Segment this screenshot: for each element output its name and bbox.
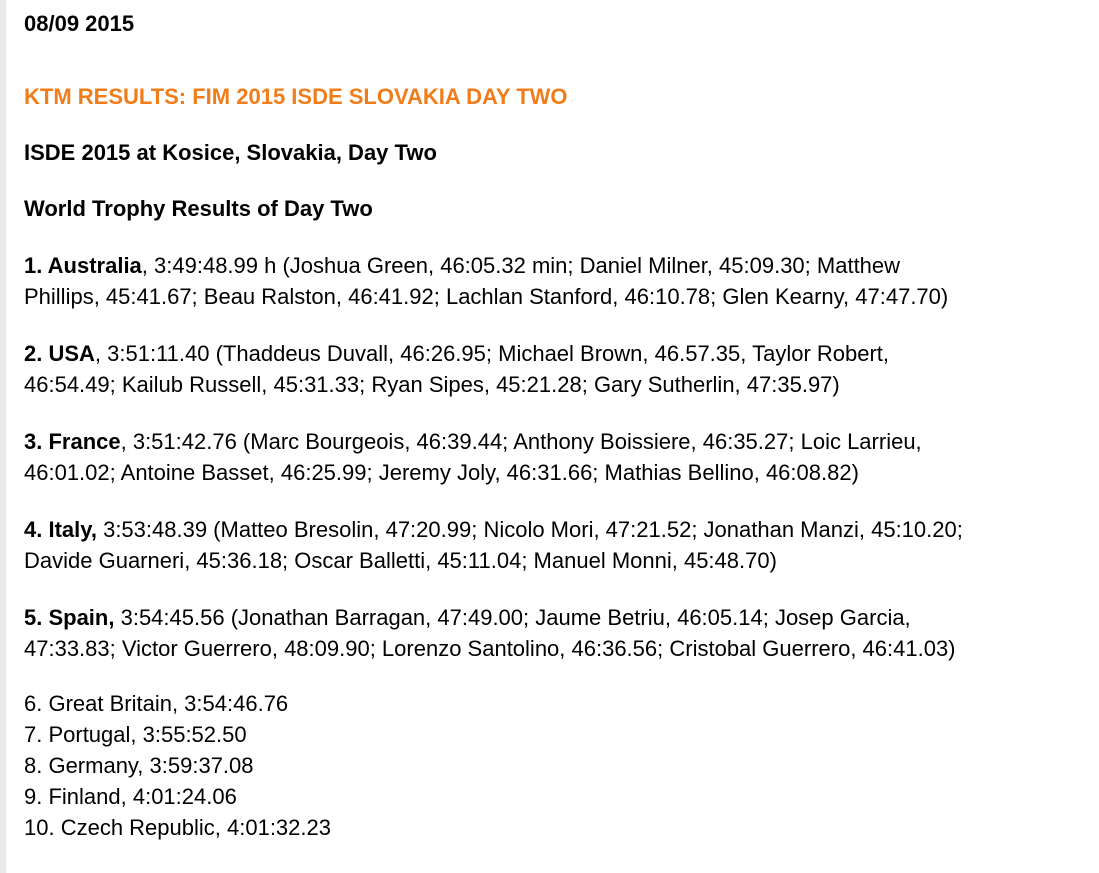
result-item-3 [24, 426, 1094, 488]
list-item: 10. Czech Republic, 4:01:32.23 [24, 815, 331, 840]
result-details: 3:54:45.56 (Jonathan Barragan, 47:49.00; Jaume Betriu, 46:05.14; Josep Garcia, [114, 605, 911, 630]
result-item-1 [24, 250, 1094, 312]
result-rank: 3. France [24, 429, 121, 454]
list-item: 9. Finland, 4:01:24.06 [24, 784, 237, 809]
result-line: 47:33.83; Victor Guerrero, 48:09.90; Lorenzo Santolino, 46:36.56; Cristobal Guerrero, 46:41.03) [24, 636, 956, 661]
result-line: 46:54.49; Kailub Russell, 45:31.33; Ryan Sipes, 45:21.28; Gary Sutherlin, 47:35.97) [24, 372, 840, 397]
result-item-4 [24, 514, 1094, 576]
result-line: Davide Guarneri, 45:36.18; Oscar Balletti, 45:11.04; Manuel Monni, 45:48.70) [24, 548, 777, 573]
list-item: 8. Germany, 3:59:37.08 [24, 753, 254, 778]
left-margin-bar [0, 0, 6, 873]
list-item: 7. Portugal, 3:55:52.50 [24, 722, 247, 747]
result-line [24, 338, 1094, 369]
result-line: Phillips, 45:41.67; Beau Ralston, 46:41.92; Lachlan Stanford, 46:10.78; Glen Kearny, 47:47.70) [24, 284, 949, 309]
section-title: World Trophy Results of Day Two [24, 196, 373, 221]
article-date: 08/09 2015 [24, 11, 135, 36]
result-rank: 5. Spain, [24, 605, 115, 630]
article-subhead: ISDE 2015 at Kosice, Slovakia, Day Two [24, 140, 437, 165]
article-content [24, 0, 1094, 843]
result-line: 46:01.02; Antoine Basset, 46:25.99; Jeremy Joly, 46:31.66; Mathias Bellino, 46:08.82) [24, 460, 859, 485]
article-headline: KTM RESULTS: FIM 2015 ISDE SLOVAKIA DAY TWO [24, 84, 568, 109]
result-item-5 [24, 602, 1094, 664]
result-rank: 1. Australia [24, 253, 142, 278]
result-details: , 3:51:42.76 (Marc Bourgeois, 46:39.44; Anthony Boissiere, 46:35.27; Loic Larrieu, [120, 429, 922, 454]
result-rank: 2. USA [24, 341, 95, 366]
result-item-2 [24, 338, 1094, 400]
result-line [24, 426, 1094, 457]
result-line [24, 250, 1094, 281]
list-item: 6. Great Britain, 3:54:46.76 [24, 691, 289, 716]
result-rank: 4. Italy, [24, 517, 97, 542]
result-line [24, 514, 1094, 545]
result-details: 3:53:48.39 (Matteo Bresolin, 47:20.99; Nicolo Mori, 47:21.52; Jonathan Manzi, 45:10.20; [96, 517, 963, 542]
other-results-list [24, 688, 1094, 843]
result-details: , 3:51:11.40 (Thaddeus Duvall, 46:26.95; Michael Brown, 46.57.35, Taylor Robert, [94, 341, 890, 366]
result-line [24, 602, 1094, 633]
result-details: , 3:49:48.99 h (Joshua Green, 46:05.32 min; Daniel Milner, 45:09.30; Matthew [141, 253, 901, 278]
